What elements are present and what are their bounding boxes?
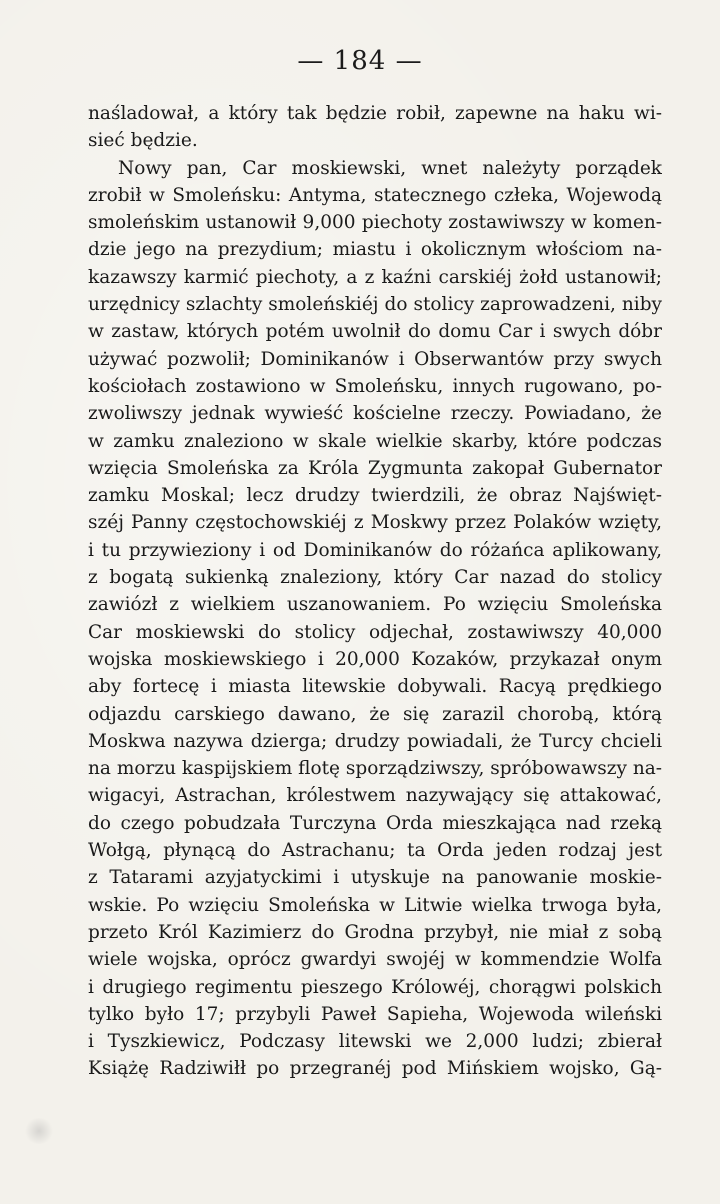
text-line: w zamku znaleziono w skale wielkie skarby, które podczas <box>88 430 662 452</box>
text-line: w zastaw, których potém uwolnił do domu Car i swych dóbr <box>88 321 662 343</box>
text-line: używać pozwolił; Dominikanów i Obserwantów przy swych <box>88 348 662 370</box>
text-line: zamku Moskal; lecz drudzy twierdzili, że obraz Najświęt- <box>88 485 662 507</box>
paper-stain <box>24 1118 54 1144</box>
text-line: wskie. Po wzięciu Smoleńska w Litwie wielka trwoga była, <box>88 894 662 916</box>
text-line: zwoliwszy jednak wywieść kościelne rzeczy. Powiadano, że <box>88 403 662 425</box>
text-line: do czego pobudzała Turczyna Orda mieszkająca nad rzeką <box>88 812 662 834</box>
page-number: — 184 — <box>297 46 423 76</box>
text-line: zawiózł z wielkiem uszanowaniem. Po wzięciu Smoleńska <box>88 594 662 616</box>
text-line: kościołach zostawiono w Smoleńsku, innych rugowano, po- <box>88 375 662 397</box>
text-line: Nowy pan, Car moskiewski, wnet należyty porządek <box>118 157 662 179</box>
text-line: wzięcia Smoleńska za Króla Zygmunta zakopał Gubernator <box>88 457 662 479</box>
text-line: Car moskiewski do stolicy odjechał, zostawiwszy 40,000 <box>88 621 662 643</box>
text-line: széj Panny częstochowskiéj z Moskwy przez Polaków wzięty, <box>88 512 662 534</box>
text-line: na morzu kaspijskiem flotę sporządziwszy, spróbowawszy na- <box>88 758 662 780</box>
text-line: smoleńskim ustanowił 9,000 piechoty zostawiwszy w komen- <box>88 212 662 234</box>
text-line: Wołgą, płynącą do Astrachanu; ta Orda jeden rodzaj jest <box>88 840 662 862</box>
text-line: Książę Radziwiłł po przegranéj pod Mińskiem wojsko, Gą- <box>88 1058 662 1080</box>
text-line: z bogatą sukienką znaleziony, który Car nazad do stolicy <box>88 567 662 589</box>
text-line: wigacyi, Astrachan, królestwem nazywający się attakować, <box>88 785 662 807</box>
body-text <box>88 100 662 1083</box>
text-line: wojska moskiewskiego i 20,000 Kozaków, przykazał onym <box>88 648 662 670</box>
text-line: dzie jego na prezydium; miastu i okolicznym włościom na- <box>88 239 662 261</box>
text-line: przeto Król Kazimierz do Grodna przybył, nie miał z sobą <box>88 921 662 943</box>
text-line: sieć będzie. <box>88 130 198 152</box>
text-line: i drugiego regimentu pieszego Królowéj, chorągwi polskich <box>88 976 662 998</box>
text-line: zrobił w Smoleńsku: Antyma, statecznego człeka, Wojewodą <box>88 184 662 206</box>
text-line: wiele wojska, oprócz gwardyi swojéj w kommendzie Wolfa <box>88 949 662 971</box>
text-line: Moskwa nazywa dzierga; drudzy powiadali, że Turcy chcieli <box>88 730 662 752</box>
text-line: odjazdu carskiego dawano, że się zarazil chorobą, którą <box>88 703 662 725</box>
text-line: naśladował, a który tak będzie robił, zapewne na haku wi- <box>88 103 662 124</box>
text-line: i Tyszkiewicz, Podczasy litewski we 2,000 ludzi; zbierał <box>88 1031 662 1053</box>
text-line: aby fortecę i miasta litewskie dobywali. Racyą prędkiego <box>88 676 662 698</box>
text-line: z Tatarami azyjatyckimi i utyskuje na panowanie moskie- <box>88 867 662 889</box>
text-line: tylko było 17; przybyli Paweł Sapieha, Wojewoda wileński <box>88 1003 662 1025</box>
text-line: i tu przywieziony i od Dominikanów do różańca aplikowany, <box>88 539 662 561</box>
text-line: kazawszy karmić piechoty, a z kaźni carskiéj żołd ustanowił; <box>88 266 662 288</box>
text-line: urzędnicy szlachty smoleńskiéj do stolicy zaprowadzeni, niby <box>88 294 662 316</box>
